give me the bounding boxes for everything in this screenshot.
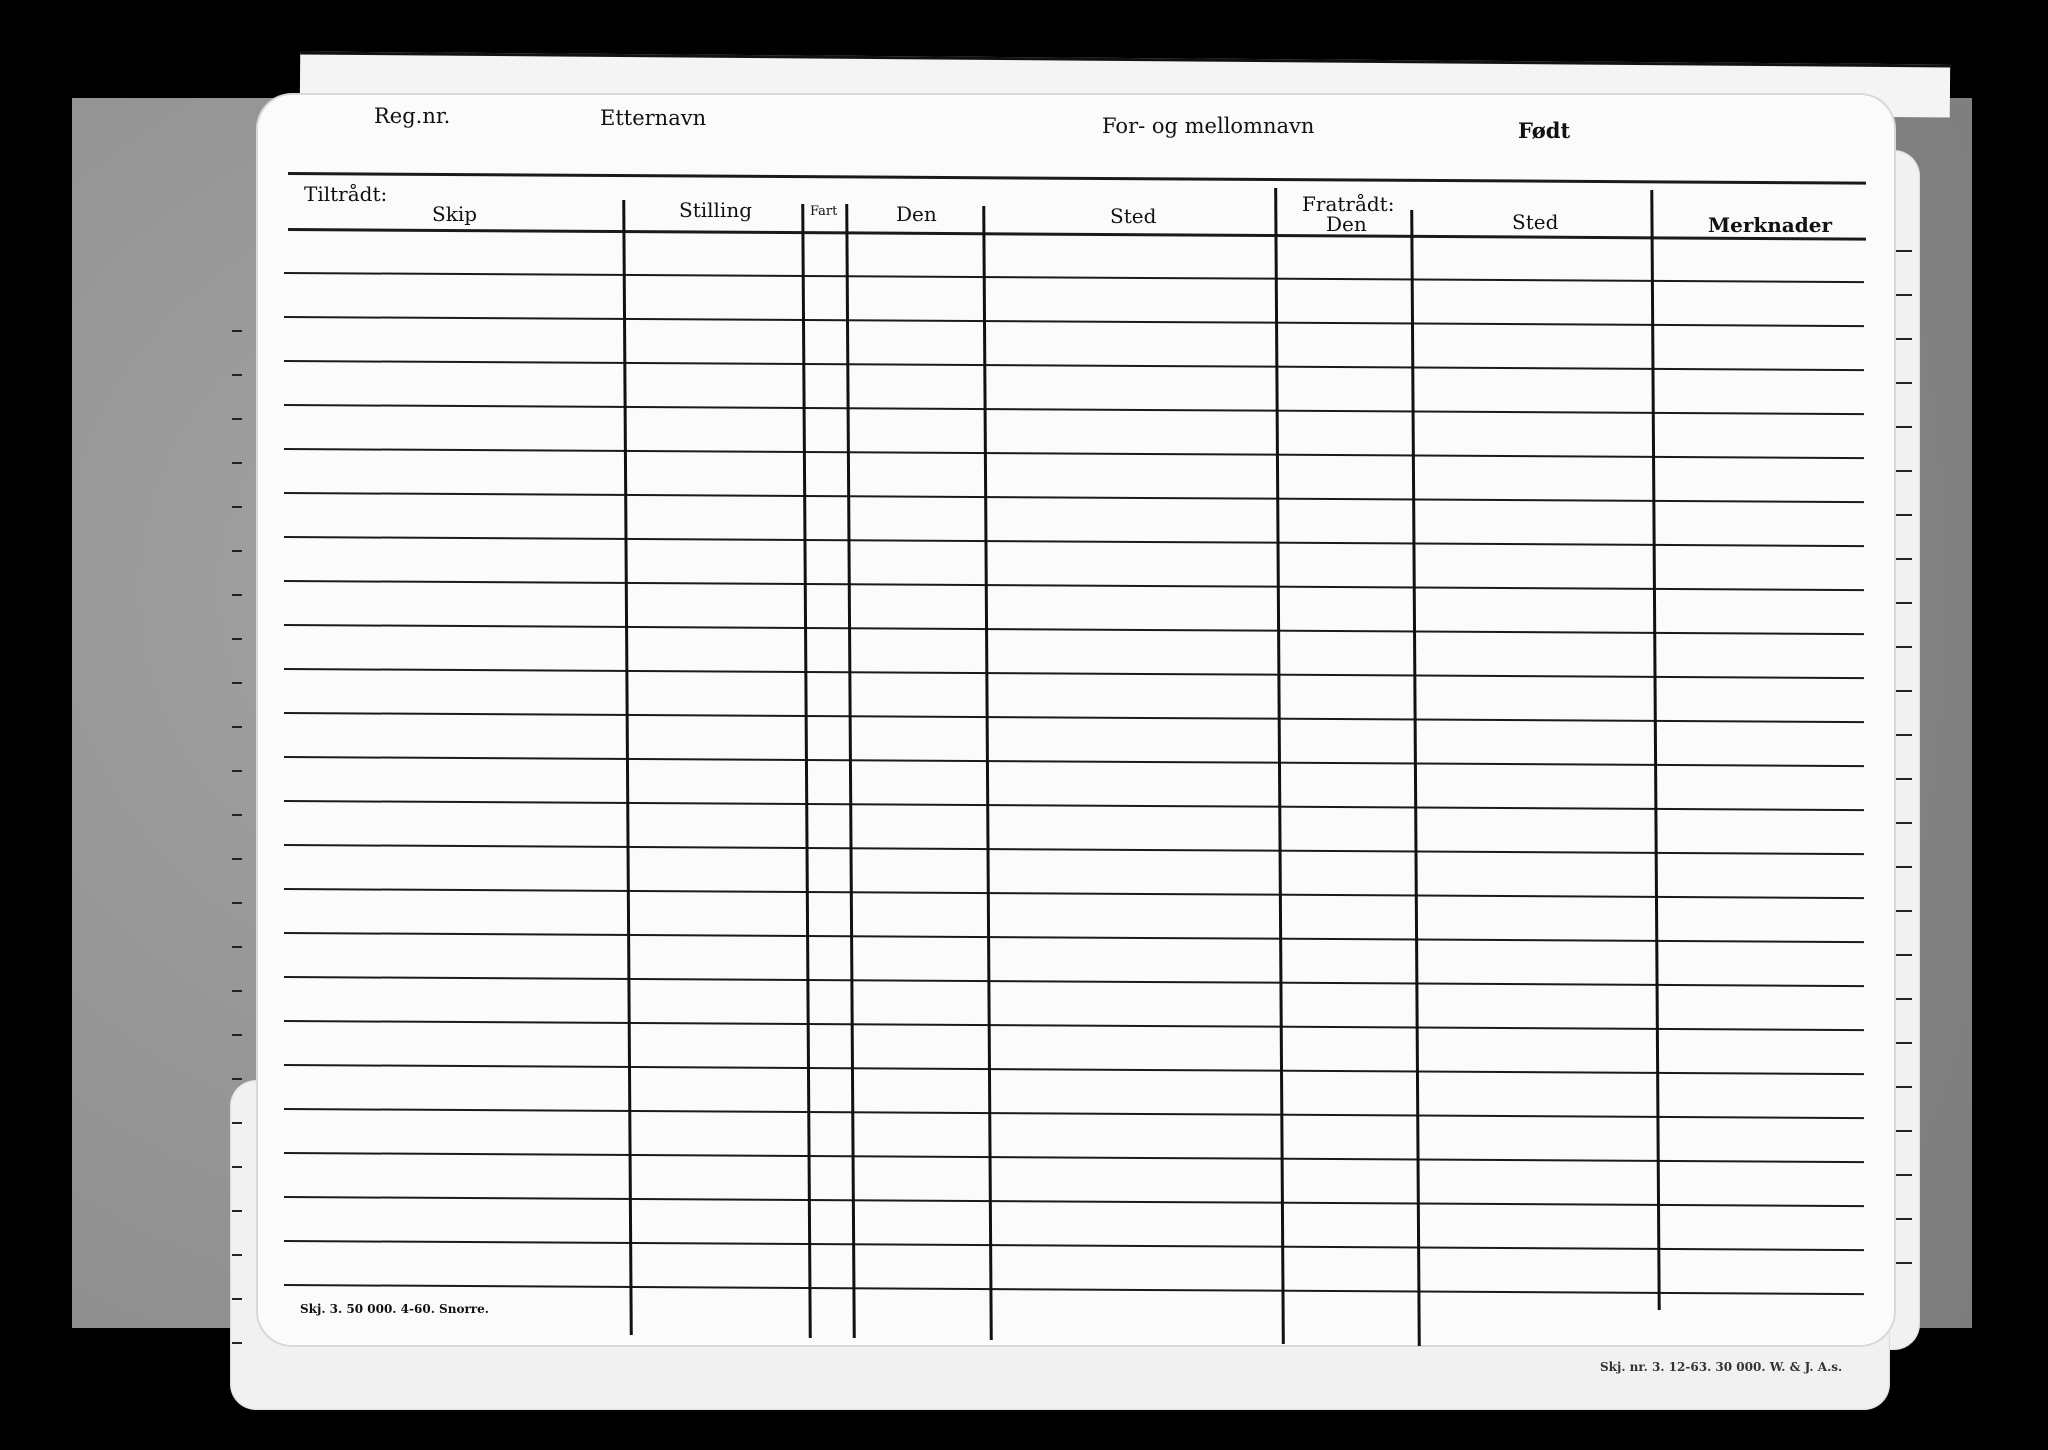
edge-tick [1896, 822, 1912, 824]
edge-tick [232, 374, 242, 376]
edge-tick [232, 858, 242, 860]
edge-tick [1896, 1042, 1912, 1044]
edge-tick [232, 594, 242, 596]
edge-tick [1896, 1086, 1912, 1088]
fart-header: Fart [810, 204, 838, 219]
tiltradt-label: Tiltrådt: [304, 182, 388, 206]
edge-tick [232, 1254, 242, 1256]
fratradt-den-header: Den [1326, 212, 1367, 236]
edge-tick [1896, 954, 1912, 956]
etternavn-label: Etternavn [600, 106, 707, 130]
edge-tick [1896, 998, 1912, 1000]
edge-tick [1896, 690, 1912, 692]
for-og-mellomnavn-label: For- og mellomnavn [1102, 114, 1315, 138]
edge-tick [232, 462, 242, 464]
edge-tick [1896, 1262, 1912, 1264]
fodt-label: Født [1518, 118, 1571, 143]
edge-tick [232, 770, 242, 772]
edge-tick [232, 418, 242, 420]
edge-tick [1896, 1218, 1912, 1220]
fratradt-sted-header: Sted [1512, 210, 1559, 234]
edge-tick [232, 1298, 242, 1300]
edge-tick [1896, 426, 1912, 428]
merknader-header: Merknader [1708, 213, 1833, 237]
edge-tick [1896, 470, 1912, 472]
edge-tick [232, 946, 242, 948]
edge-tick [1896, 294, 1912, 296]
edge-tick [232, 506, 242, 508]
edge-tick [232, 550, 242, 552]
sted-header: Sted [1110, 204, 1157, 228]
edge-tick [232, 814, 242, 816]
edge-tick [232, 1034, 242, 1036]
edge-tick [1896, 646, 1912, 648]
back-form-number: Skj. nr. 3. 12-63. 30 000. W. & J. A.s. [1600, 1360, 1843, 1374]
edge-tick [232, 682, 242, 684]
edge-tick [232, 990, 242, 992]
edge-tick [1896, 250, 1912, 252]
fratradt-label: Fratrådt: [1302, 192, 1395, 216]
edge-tick [1896, 514, 1912, 516]
edge-tick [1896, 778, 1912, 780]
edge-tick [1896, 602, 1912, 604]
edge-tick [1896, 1174, 1912, 1176]
edge-tick [232, 1078, 242, 1080]
edge-tick [1896, 910, 1912, 912]
edge-tick [232, 902, 242, 904]
edge-tick [232, 330, 242, 332]
stilling-header: Stilling [679, 198, 753, 222]
edge-tick [232, 638, 242, 640]
edge-tick [232, 1166, 242, 1168]
edge-tick [1896, 734, 1912, 736]
edge-tick [1896, 1130, 1912, 1132]
reg-nr-label: Reg.nr. [374, 104, 451, 128]
edge-tick [1896, 558, 1912, 560]
form-number: Skj. 3. 50 000. 4-60. Snorre. [300, 1302, 489, 1316]
edge-tick [232, 1122, 242, 1124]
edge-tick [232, 1342, 242, 1344]
den-header: Den [896, 202, 937, 226]
edge-tick [1896, 866, 1912, 868]
edge-tick [1896, 382, 1912, 384]
skip-header: Skip [432, 202, 478, 226]
edge-tick [232, 726, 242, 728]
edge-tick [232, 1210, 242, 1212]
edge-tick [1896, 338, 1912, 340]
